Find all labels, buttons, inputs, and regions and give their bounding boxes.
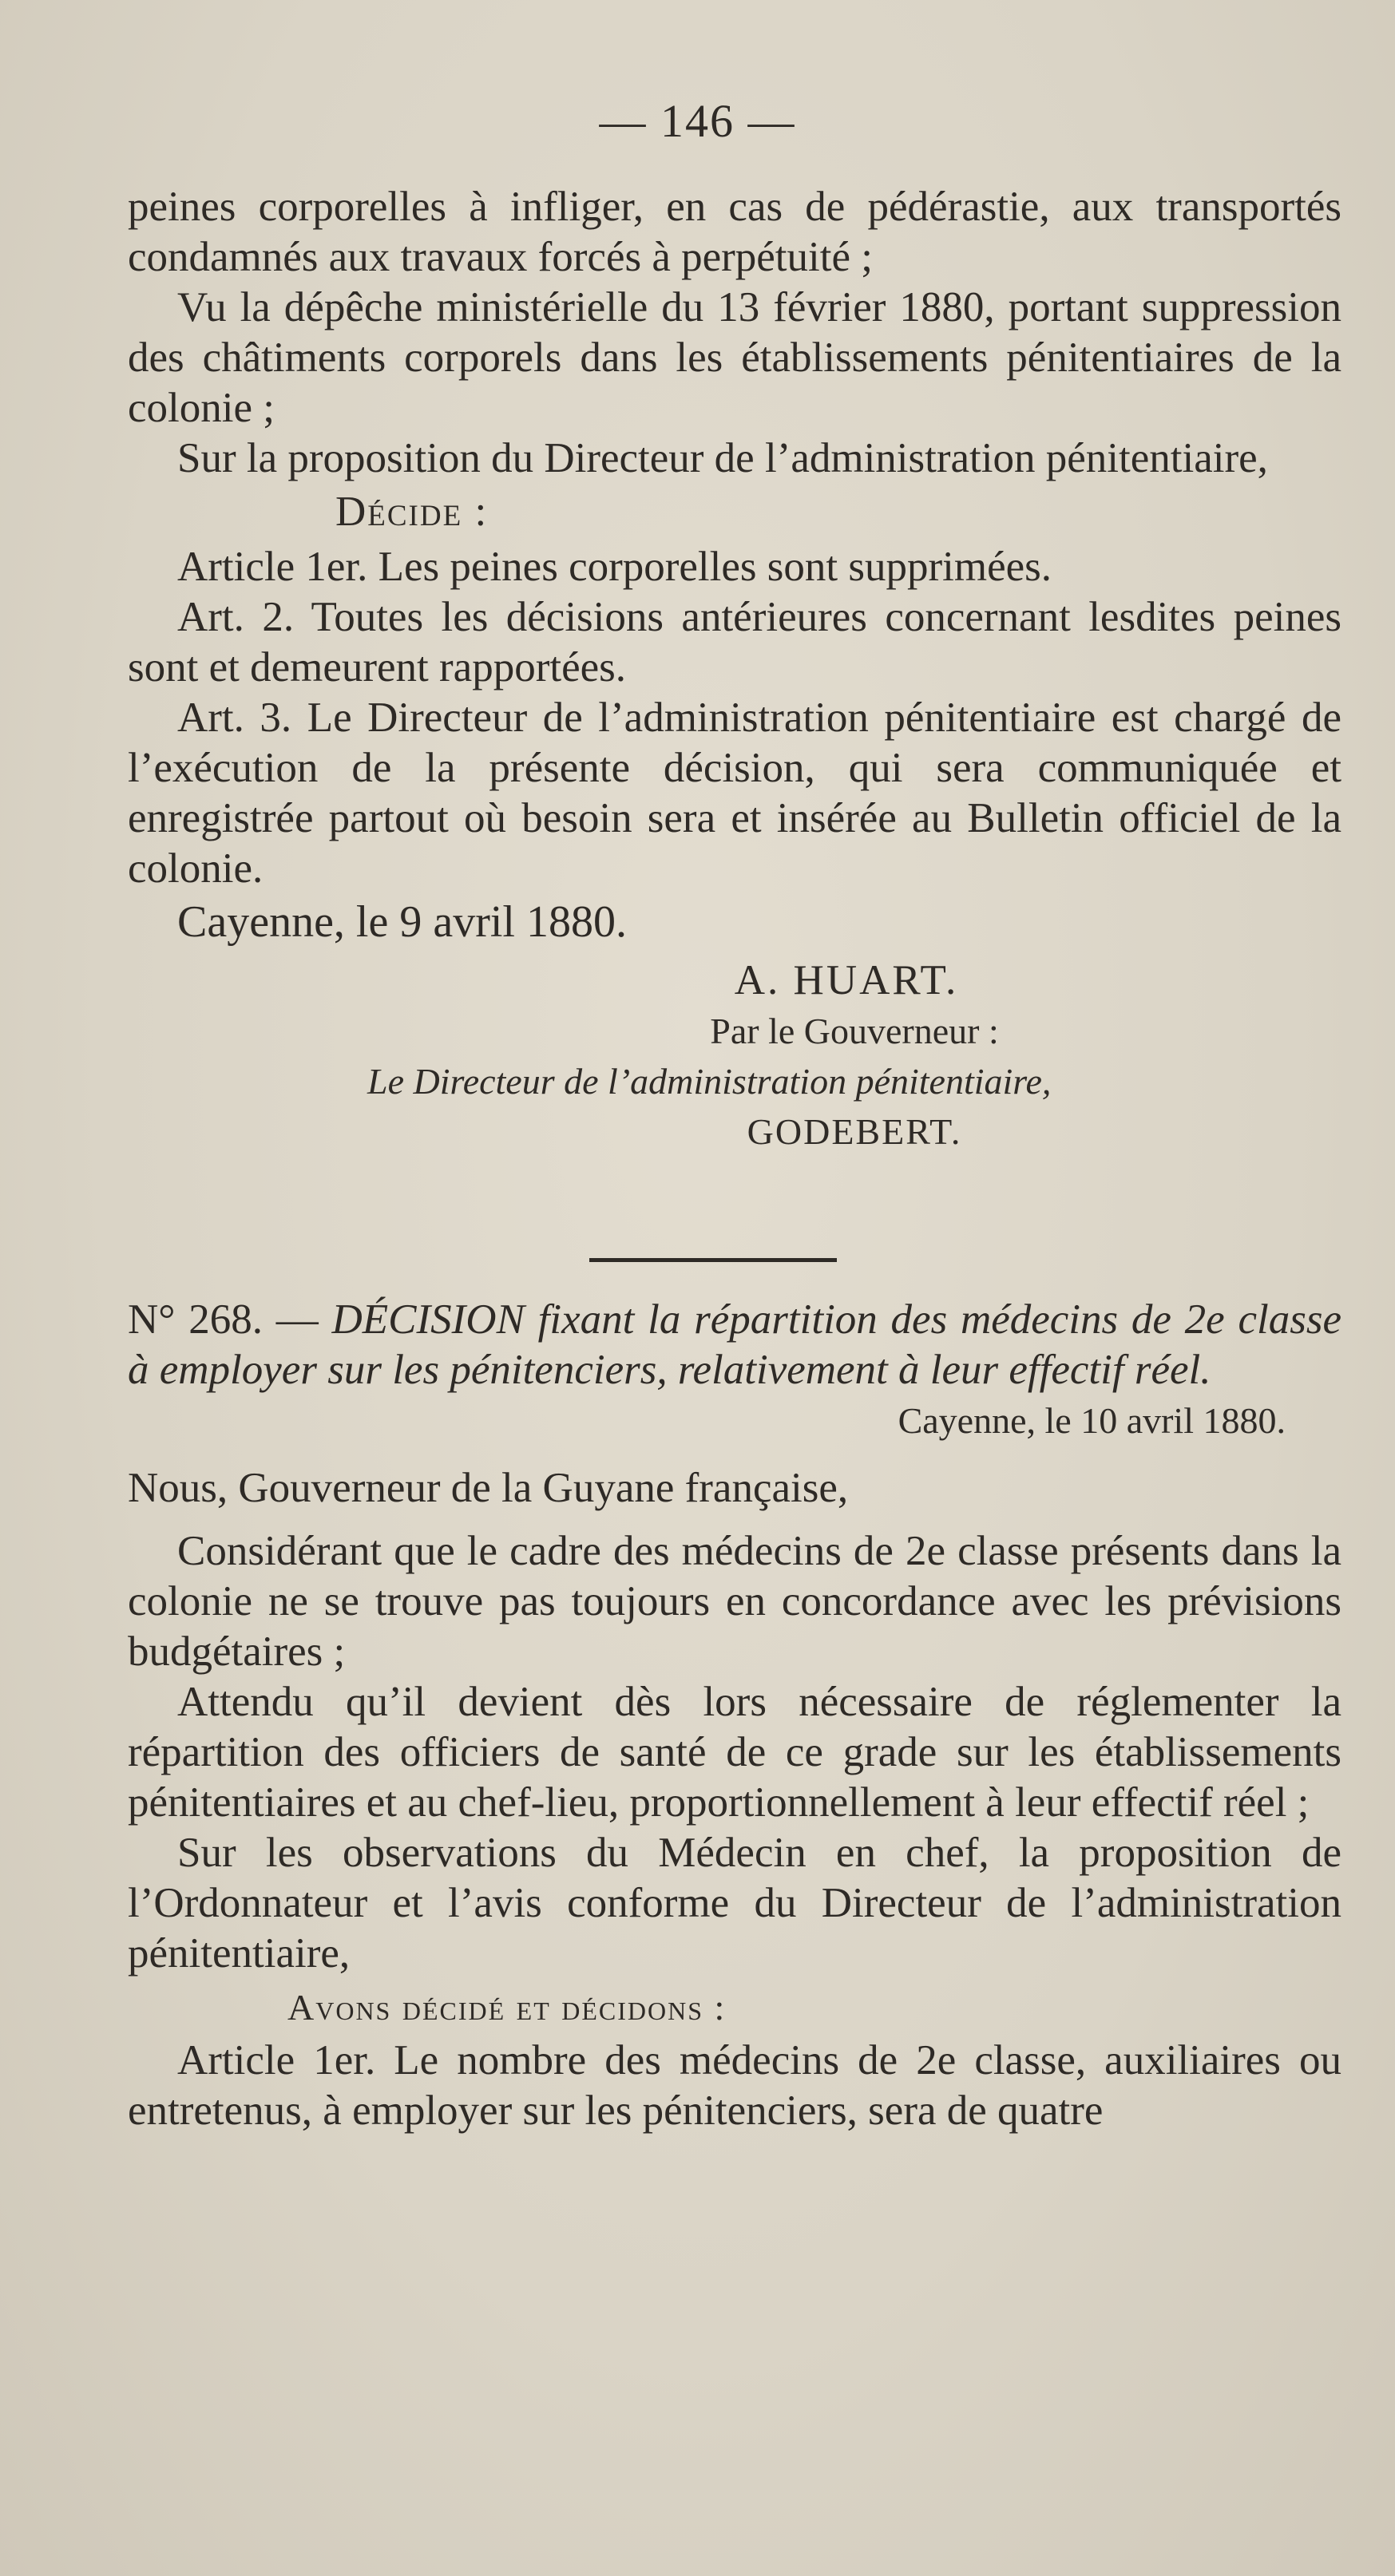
decision-continuation <box>128 182 1341 1157</box>
place-date: Cayenne, le 9 avril 1880. <box>177 897 627 947</box>
decision-number: N° 268. — <box>128 1296 319 1343</box>
decision-268 <box>128 1295 1341 2136</box>
paragraph-considerant: Considérant que le cadre des médecins de 2e classe présents dans la colonie ne se trouve pas toujours en concordance avec les prévisions budgétaires ; <box>128 1528 1341 1675</box>
nous-gouverneur: Nous, Gouverneur de la Guyane française, <box>128 1465 849 1511</box>
paragraph-vu: Vu la dépêche ministérielle du 13 février 1880, portant suppression des châtiments corporels dans les établissements pénitentiaires de la colonie ; <box>128 284 1341 431</box>
article-2: Art. 2. Toutes les décisions antérieures concernant lesdites peines sont et demeurent rapportées. <box>128 594 1341 690</box>
decision-heading <box>128 1295 1341 1395</box>
place-date-2: Cayenne, le 10 avril 1880. <box>898 1400 1286 1441</box>
paragraph-attendu: Attendu qu’il devient dès lors nécessaire de réglementer la répartition des officiers de santé de ce grade sur les établissements pénitentiaires et au chef-lieu, proportionnellement à leur effectif réel ; <box>128 1679 1341 1826</box>
article-1-decision-268: Article 1er. Le nombre des médecins de 2e classe, auxiliaires ou entretenus, à employer sur les pénitenciers, sera de quatre <box>128 2037 1341 2134</box>
director-title: Le Directeur de l’administration pénitentiaire, <box>367 1061 1052 1102</box>
section-divider <box>589 1258 837 1262</box>
paragraph-observations: Sur les observations du Médecin en chef, la proposition de l’Ordonnateur et l’avis conforme du Directeur de l’administration pénitentiaire, <box>128 1830 1341 1977</box>
paragraph-peines: peines corporelles à infliger, en cas de pédérastie, aux transportés condamnés aux travaux forcés à perpétuité ; <box>128 184 1341 280</box>
signature-huart: A. HUART. <box>734 957 959 1003</box>
decision-title: DÉCISION fixant la répartition des médecins de 2e classe à employer sur les pénitenciers, relativement à leur effectif réel. <box>128 1296 1341 1393</box>
decide-heading: Décide : <box>335 489 489 535</box>
avons-decide-heading: Avons décidé et décidons : <box>287 1987 727 2028</box>
director-name: GODEBERT. <box>747 1111 962 1152</box>
page-number: — 146 — <box>599 95 796 147</box>
article-1: Article 1er. Les peines corporelles sont supprimées. <box>177 544 1052 590</box>
article-3: Art. 3. Le Directeur de l’administration pénitentiaire est chargé de l’exécution de la présente décision, qui sera communiquée et enregistrée partout où besoin sera et insérée au Bulletin officiel de la colonie. <box>128 694 1341 892</box>
paragraph-sur-proposition: Sur la proposition du Directeur de l’administration pénitentiaire, <box>177 435 1268 481</box>
par-le-gouverneur: Par le Gouverneur : <box>710 1011 999 1051</box>
